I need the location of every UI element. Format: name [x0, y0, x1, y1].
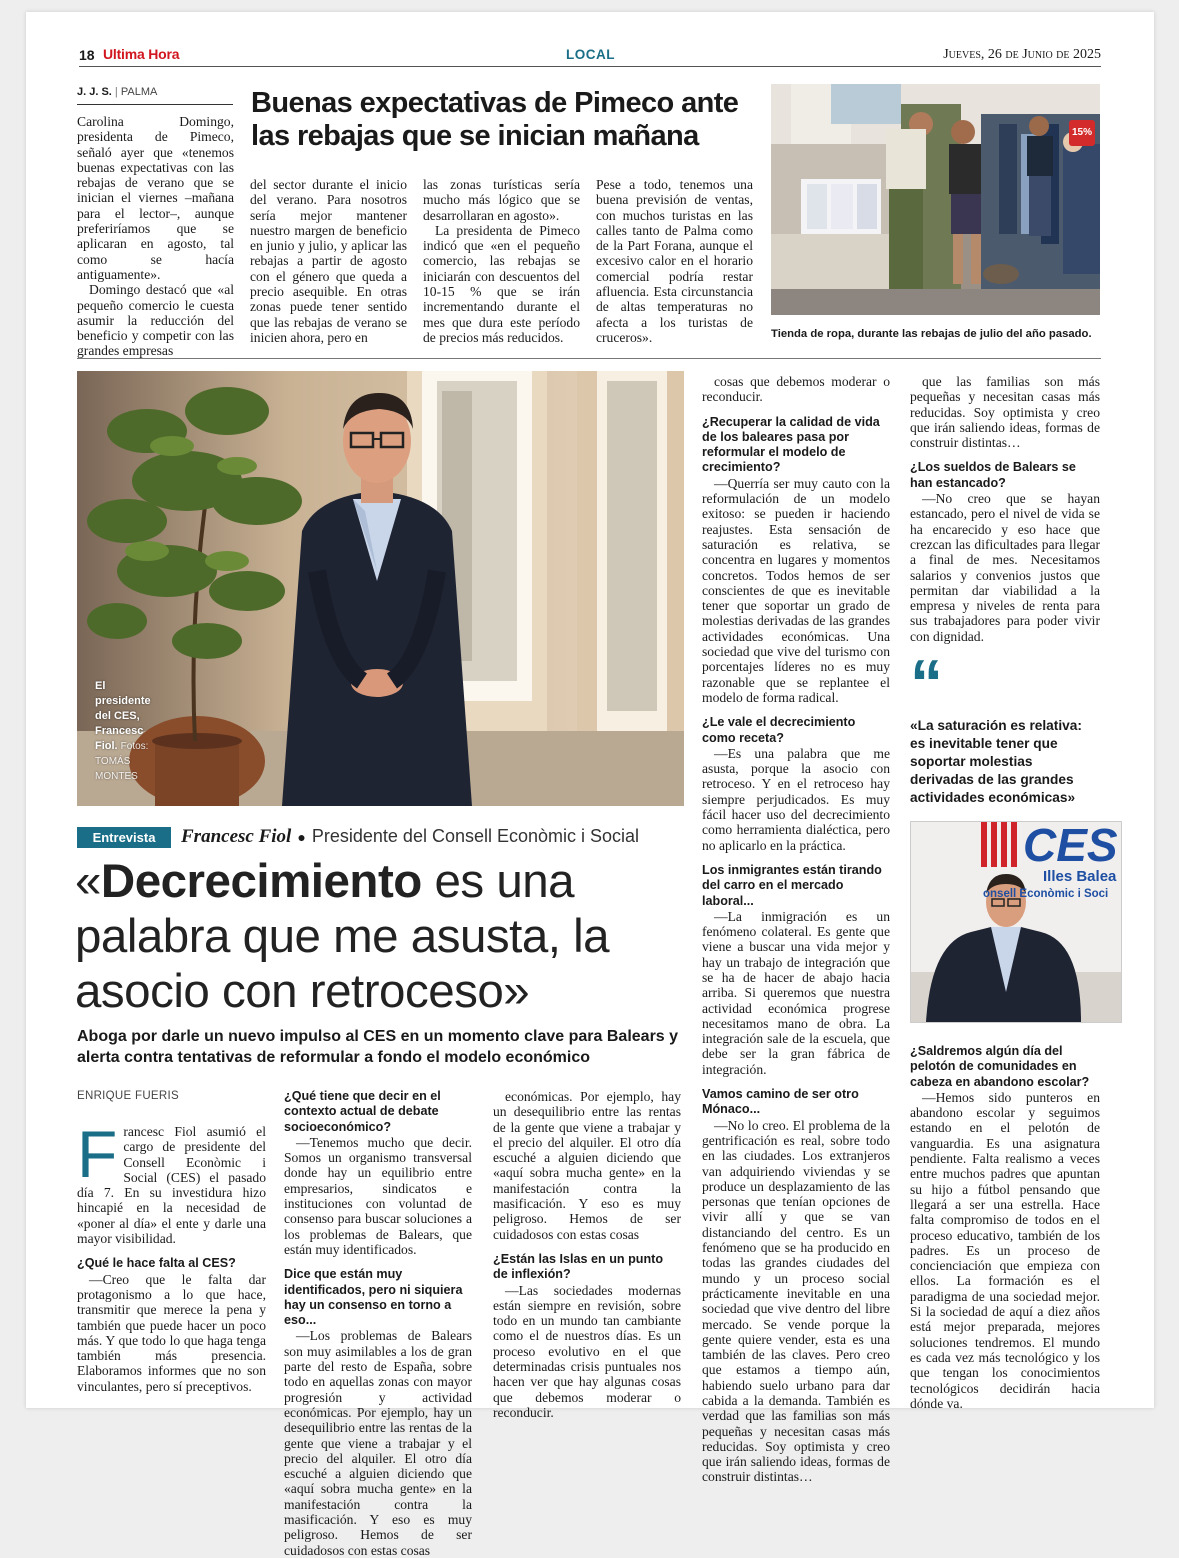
section-divider — [77, 358, 1101, 359]
answer-8: —No lo creo. El problema de la gentrificación es real, sobre todo en las ciudades. Los extranjeros van adquiriendo viviendas y se produce un desplazamiento de las personas que tenían opciones de vivir allí y que se van distanciando del centro. Es un fenómeno que se ha producido en todas las grandes ciudades del mundo y un proceso social prácticamente inevitable en una sociedad que vive dentro del libre mercado. Se vende porque la gente quiere vender, esta es una también de las claves. Pero creo que estamos a tiempo aún, habiendo suelo urbano para dar cabida a la demanda. También es verdad que las familias son más pequeñas y necesitan casas más reducidas. Soy optimista y creo que irán saliendo ideas, formas de construir distintas… — [702, 1117, 890, 1485]
interview-headline — [75, 854, 685, 1019]
pull-quote: «La saturación es relativa: es inevitable tener que soportar molestias derivadas de las grandes actividades económicas» — [910, 718, 1082, 805]
section-label: LOCAL — [566, 47, 615, 62]
question-10: ¿Saldremos algún día del pelotón de comunidades en cabeza en abandono escolar? — [910, 1044, 1090, 1089]
interviewee-role: Presidente del Consell Econòmic i Social — [311, 826, 640, 846]
interview-col-3 — [493, 1089, 681, 1420]
headline-rest: es una palabra que me asusta, la asocio con retroceso» — [75, 855, 610, 1018]
interview-col-5 — [910, 374, 1100, 644]
interview-intro: rancesc Fiol asumió el cargo de presidente del Consell Econòmic i Social (CES) el pasado día 7. En su investidura hizo hincapié en la necesidad de «poner al día» el ente y darle una mayor visibilidad. — [77, 1124, 266, 1247]
byline-author: J. J. S. — [77, 86, 112, 98]
interview-photo — [77, 371, 684, 806]
ces-logo: CES — [1023, 819, 1118, 871]
answer-3: —Los problemas de Balears son muy asimilables a los de gran parte del resto de España, sobre todo en aquellas zonas con mayor progresión y actividad económicas. Por ejemplo, hay un desequilibrio entre las rentas de la gente que viene a trabajar y el precio del alquiler. El otro día escuché a alguien diciendo que «aquí sobra mucha gente» en la manifestación contra la masificación. Y eso es muy peligroso. Hemos de ser cuidadosos con estas cosas — [284, 1328, 472, 1558]
answer-4-cont: cosas que debemos moderar o reconducir. — [702, 374, 890, 405]
caption-credit-label: Fotos: — [120, 741, 149, 752]
question-3: Dice que están muy identificados, pero ni siquiera hay un consenso en torno a eso... — [284, 1267, 463, 1328]
interview-author: ENRIQUE FUERIS — [77, 1090, 179, 1102]
interviewee-name: Francesc Fiol — [181, 826, 292, 847]
answer-1: —Creo que le falta dar protagonismo a lo que hace, transmitir que merece la pena y también que puede hacer un poco más. Y que todo lo que haga tenga también más presencia. Elaboramos informes que no son vinculantes, pero sí preceptivos. — [77, 1271, 266, 1394]
quote-mark-icon: “ — [910, 646, 943, 720]
question-9: ¿Los sueldos de Balears se han estancado? — [910, 460, 1076, 490]
answer-9: —No creo que se hayan estancado, pero el nivel de vida se ha encarecido y eso hace que crezcan las dificultades para llegar a final de mes. Necesitamos salarios y convenios justos que permitan dar viabilidad a la empresa y niveles de renta para sus trabajadores para poder vivir con dignidad. — [910, 491, 1100, 644]
question-4: ¿Están las Islas en un punto de inflexión? — [493, 1251, 664, 1282]
caption-subject: El presidente del CES, Francesc Fiol. — [95, 680, 151, 752]
byline-rule — [77, 104, 233, 105]
interview-tag: Entrevista — [77, 827, 171, 848]
page-number: 18 — [79, 47, 95, 63]
name-bullet: ● — [297, 829, 306, 845]
caption-credit: TOMÁS MONTES — [95, 756, 138, 782]
interview-subhead: Aboga por darle un nuevo impulso al CES en un momento clave para Balears y alerta contra tentativas de reformular a fondo el modelo económico — [77, 1028, 679, 1066]
byline-place: PALMA — [120, 86, 158, 98]
ces-photo — [910, 821, 1122, 1023]
drop-cap: F — [77, 1117, 118, 1191]
top-article-col-2: del sector durante el inicio del verano. Para nosotros sería mejor mantener nuestro margen de beneficio en junio y julio, y aplicar las rebajas a partir de agosto con el género que queda a precio asequible. En otras zonas puede tener sentido que las rebajas de verano se inicien ahora, pero en — [250, 177, 407, 345]
shop-photo-caption: Tienda de ropa, durante las rebajas de julio del año pasado. — [771, 328, 1092, 340]
interview-col-1 — [77, 1117, 266, 1394]
interviewee-line — [181, 825, 639, 848]
answer-4: —Las sociedades modernas están siempre en revisión, sobre todo en un mundo tan cambiante como el de nuestros días. Es un proceso evolutivo en el que determinadas crisis puntuales nos hacen ver que hay algunas cosas que debemos moderar o reconducir. — [493, 1282, 681, 1420]
paper-name: Ultima Hora — [103, 46, 180, 62]
answer-7: —La inmigración es un fenómeno colateral. Es gente que viene a buscar una vida mejor y hay un trabajo de integración que se ha de hacer de abajo hacia arriba. Si queremos que nuestra actividad económica progrese necesitamos mano de obra. La integración sale de la escuela, que debe ser la gran fábrica de integración. — [702, 908, 890, 1077]
issue-date: Jueves, 26 de Junio de 2025 — [943, 47, 1101, 62]
question-7: Los inmigrantes están tirando del carro en el mercado laboral... — [702, 862, 882, 908]
interview-photo-caption — [95, 679, 157, 784]
top-article-title: Buenas expectativas de Pimeco ante las rebajas que se inician mañana — [251, 87, 739, 152]
question-2: ¿Qué tiene que decir en el contexto actual de debate socioeconómico? — [284, 1089, 441, 1134]
header-rule — [79, 66, 1101, 67]
top-article-col-3: las zonas turísticas sería mucho más lógico que se desarrollaran en agosto». La presidenta de Pimeco indicó que «en el pequeño comercio, las rebajas se iniciarán con descuentos del 10-15 % que se irán incrementando durante el mes que dura este período de precios más reducidos. — [423, 177, 580, 345]
interview-col-5-bottom — [910, 1044, 1100, 1412]
shop-photo — [771, 84, 1100, 315]
question-8: Vamos camino de ser otro Mónaco... — [702, 1087, 859, 1117]
newspaper-page — [26, 12, 1154, 1558]
answer-2: —Tenemos mucho que decir. Somos un organismo transversal donde hay un equilibrio entre empresarios, sindicatos e instituciones con voluntad de consenso para buscar soluciones a los problemas de Balears, que están muy identificados. — [284, 1134, 472, 1257]
top-article-col-4: Pese a todo, tenemos una buena previsión de ventas, con muchos turistas en las calles tanto de Palma como de la Part Forana, aunque el excesivo calor en el horario comercial podría restar afluencia. Esta circunstancia de altas temperaturas no afecta a los turistas de cruceros». — [596, 177, 753, 345]
ces-logo-line-3: onsell Econòmic i Soci — [983, 888, 1109, 900]
shop-sign: 15% — [1069, 120, 1095, 146]
answer-10: —Hemos sido punteros en abandono escolar y seguimos estando en el pelotón de vanguardia. Es una asignatura pendiente. Falta realismo a veces entre muchos padres que apuntan su hijo a fútbol pensando que llegará a ser una estrella. Hace falta compromiso de todos en el proceso educativo, también de los padres. Es un proceso de concienciación que empieza con ellos. La formación es el paradigma de una sociedad mejor. Si la sociedad de aquí a diez años está mejor preparada, mejores soluciones tendremos. El mundo es cada vez más tecnológico y los que tengan los conocimientos tecnológicos decidirán hacia dónde va. — [910, 1089, 1100, 1411]
interview-col-2 — [284, 1089, 472, 1558]
headline-quote-open: « — [75, 855, 101, 908]
ces-logo-line-2: Illes Balea — [1043, 868, 1117, 885]
question-5: ¿Recuperar la calidad de vida de los baleares pasa por reformular el modelo de crecimiento? — [702, 414, 880, 475]
answer-8-cont: que las familias son más pequeñas y necesitan casas más reducidas. Soy optimista y creo que irán saliendo ideas, formas de construir distintas… — [910, 374, 1100, 451]
question-6: ¿Le vale el decrecimiento como receta? — [702, 715, 856, 745]
answer-3-cont: económicas. Por ejemplo, hay un desequilibrio entre las rentas de la gente que viene a trabajar y el precio del alquiler. El otro día escuché a alguien diciendo que «aquí sobra mucha gente» en la manifestación contra la masificación. Y eso es muy peligroso. Hemos de ser cuidadosos con estas cosas — [493, 1089, 681, 1242]
answer-5: —Querría ser muy cauto con la reformulación de un modelo exitoso: se pueden ir haciendo reajustes. Esta sensación de saturación es relativa, se concentra en lugares y momentos concretos. Todos hemos de ser conscientes de que es inevitable tener que soportar un grado de molestias derivadas de las grandes actividades económicas. Una sociedad que vive del turismo con porcentajes líderes no es muy razonable que se replantee el modelo de forma radical. — [702, 475, 890, 705]
top-article-col-1: Carolina Domingo, presidenta de Pimeco, señaló ayer que «tenemos buenas expectativas con las rebajas de verano que se inician el viernes –mañana para el lector–, aunque preferiríamos que se aplicaran en agosto, tal como se hacía antiguamente». Domingo destacó que «al pequeño comercio le cuesta asumir la reducción del beneficio y competir con las grandes empresas — [77, 114, 234, 359]
byline: J. J. S. | PALMA — [77, 86, 158, 98]
headline-key-word: Decrecimiento — [100, 855, 422, 908]
interview-col-4 — [702, 374, 890, 1485]
question-1: ¿Qué le hace falta al CES? — [77, 1256, 236, 1271]
answer-6: —Es una palabra que me asusta, porque la asocio con retroceso. Y en el retroceso hay siempre perjudicados. Es muy fácil hacer uso del decrecimiento como herramienta dialéctica, pero no aplicarlo en la práctica. — [702, 745, 890, 853]
